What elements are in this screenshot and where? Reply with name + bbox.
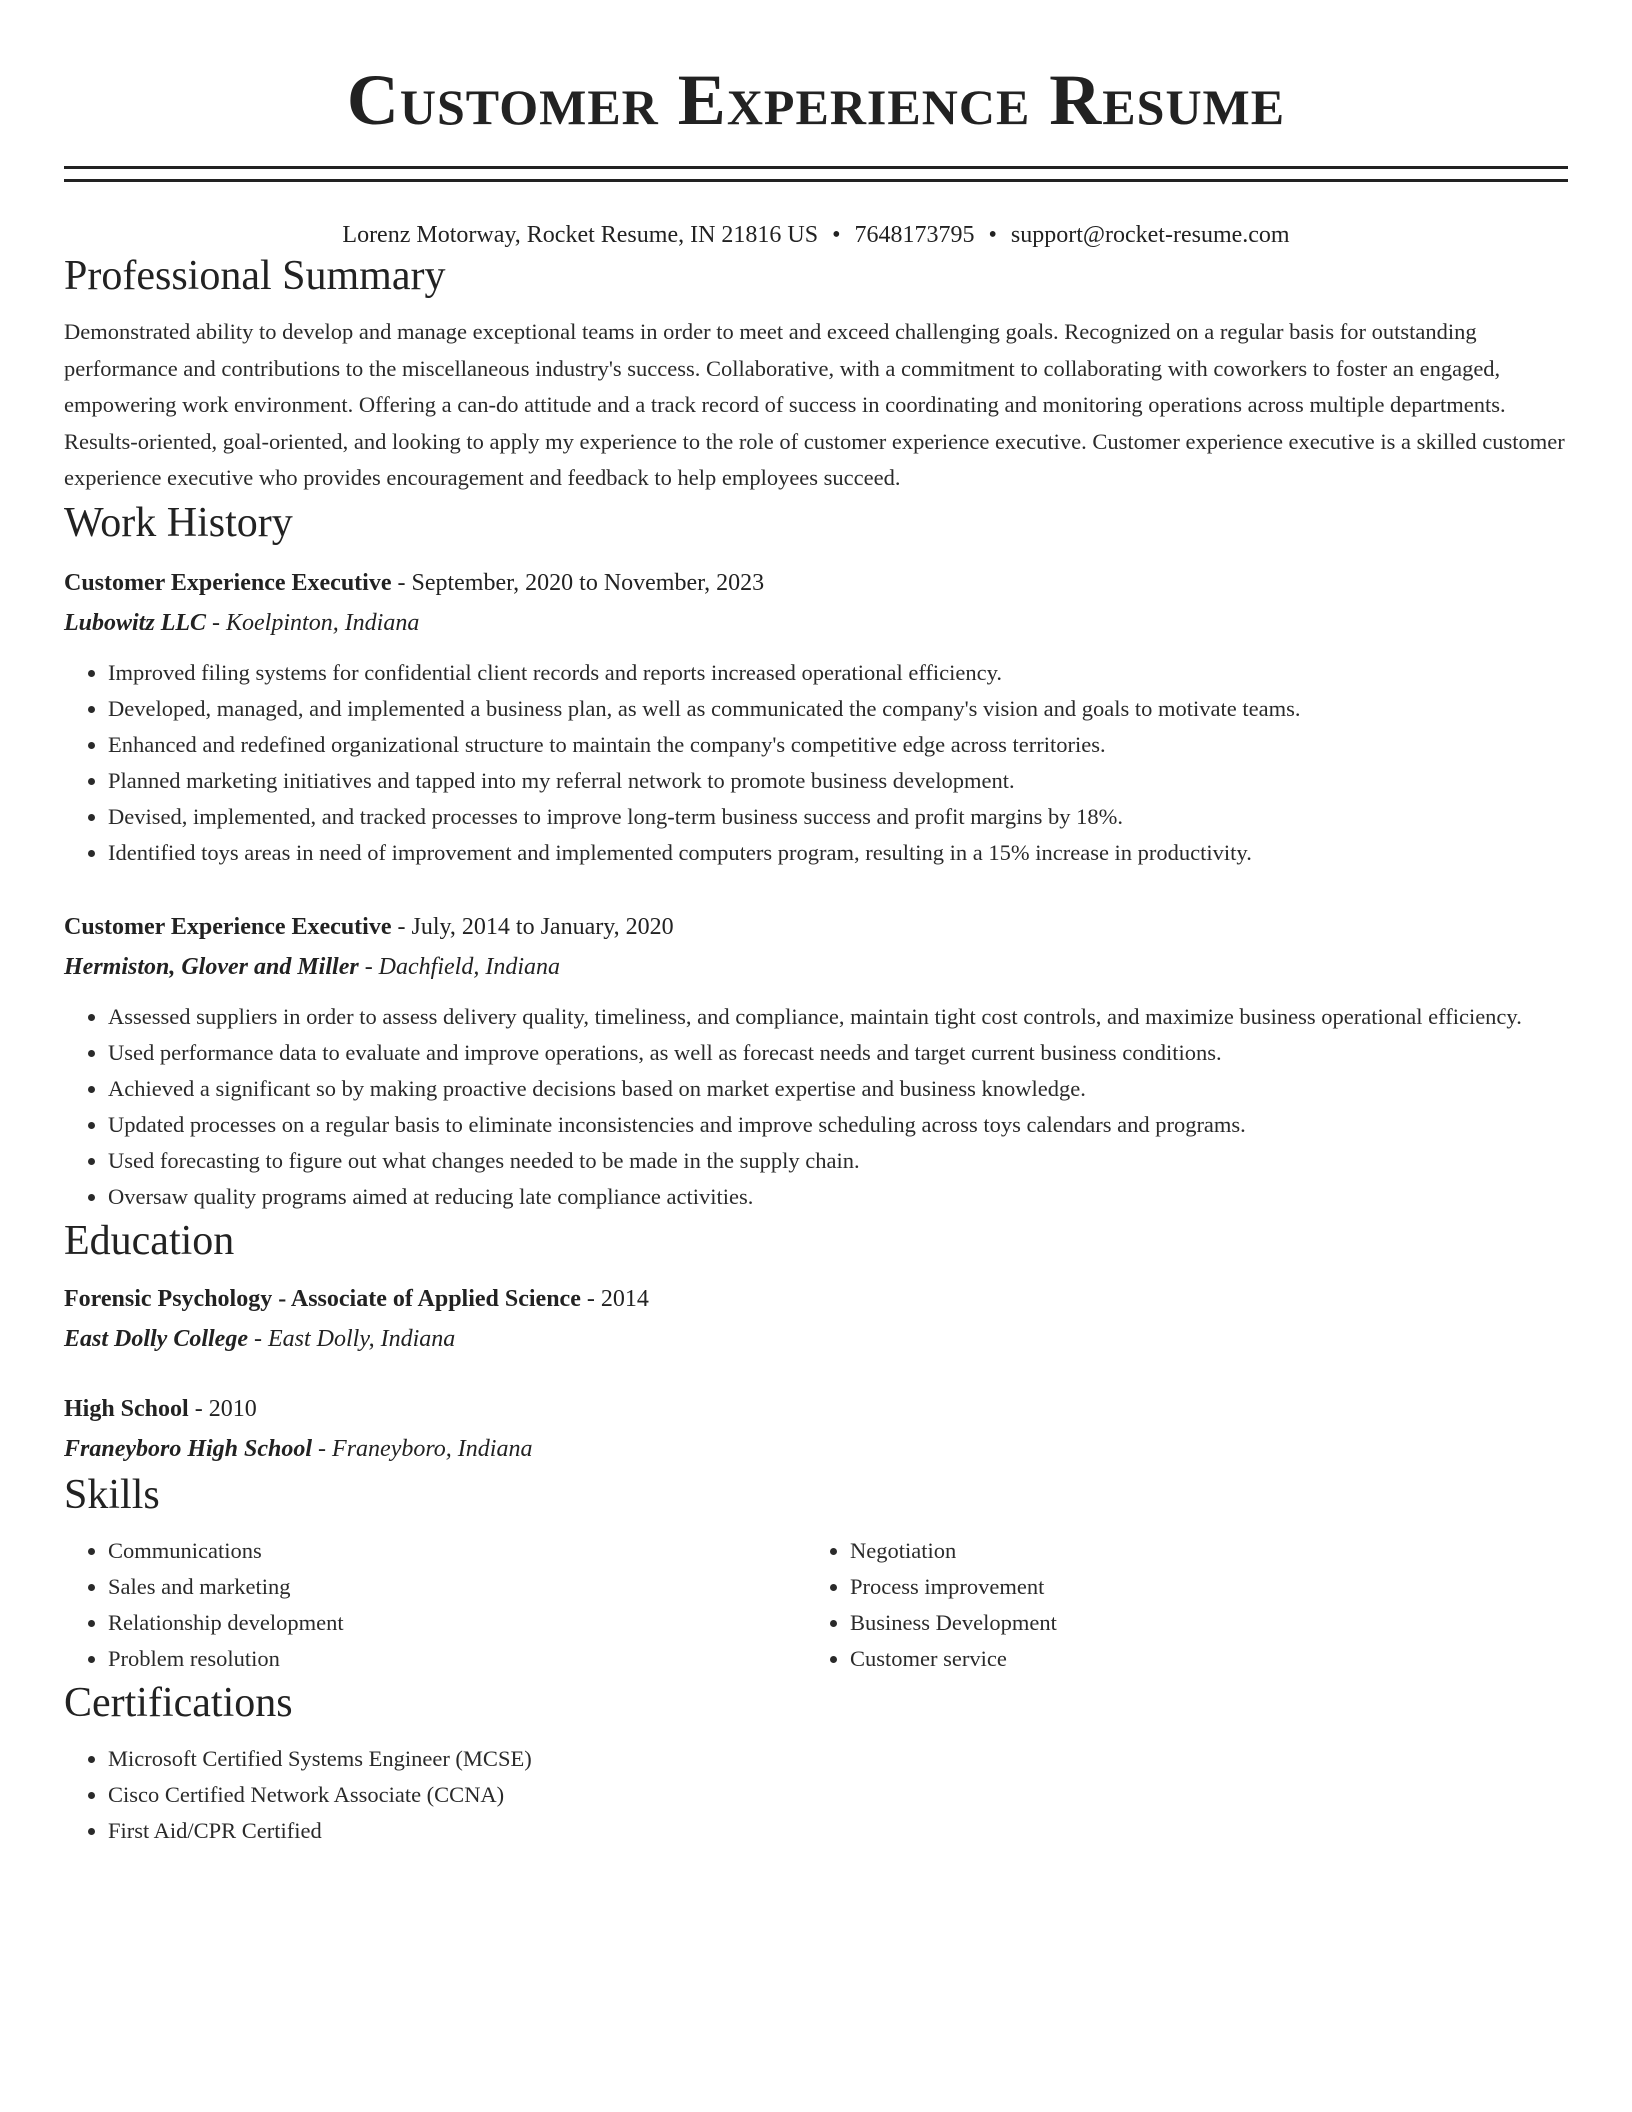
list-item: • Developed, managed, and implemented a business plan, as well as communicated the company's vision and goals to motivate teams.: [108, 691, 1568, 727]
skills-left-column: [64, 1533, 806, 1677]
list-item: • Process improvement: [850, 1569, 1548, 1605]
section-heading-education: Education: [64, 1217, 235, 1264]
job-title-line: [64, 907, 1568, 947]
employer-line: [64, 947, 1568, 987]
contact-address: Lorenz Motorway, Rocket Resume, IN 21816 US: [342, 222, 819, 248]
school-location: - Franeyboro, Indiana: [312, 1435, 533, 1462]
list-item: • Assessed suppliers in order to assess delivery quality, timeliness, and compliance, maintain tight cost controls, and maximize business operational efficiency.: [108, 999, 1568, 1035]
list-item: • Business Development: [850, 1605, 1548, 1641]
job-bullets: [64, 655, 1568, 871]
education-entry: [64, 1279, 1568, 1359]
list-item: • Relationship development: [108, 1605, 806, 1641]
education-entry: [64, 1389, 1568, 1469]
resume-title: Customer Experience Resume: [346, 60, 1286, 140]
job-bullets: [64, 999, 1568, 1215]
employer-name: Lubowitz LLC: [64, 609, 207, 636]
degree-line: [64, 1389, 1568, 1429]
degree-year: - 2010: [188, 1395, 257, 1422]
contact-line: [64, 220, 1568, 250]
job-dates: - September, 2020 to November, 2023: [391, 569, 765, 596]
employer-name: Hermiston, Glover and Miller: [64, 953, 359, 980]
list-item: • Achieved a significant so by making proactive decisions based on market expertise and business knowledge.: [108, 1071, 1568, 1107]
employer-line: [64, 603, 1568, 643]
contact-phone: 7648173795: [854, 222, 975, 248]
contact-separator: •: [988, 222, 997, 248]
school-line: [64, 1319, 1568, 1359]
school-line: [64, 1429, 1568, 1469]
list-item: • Oversaw quality programs aimed at reducing late compliance activities.: [108, 1179, 1568, 1215]
list-item: • Microsoft Certified Systems Engineer (MCSE): [108, 1741, 1568, 1777]
list-item: • Planned marketing initiatives and tapped into my referral network to promote business development.: [108, 763, 1568, 799]
summary-text: Demonstrated ability to develop and manage exceptional teams in order to meet and exceed challenging goals. Recognized on a regular basis for outstanding performance and contributions to the miscellaneous industry's success. Collaborative, with a commitment to collaborating with coworkers to foster an engaged, empowering work environment. Offering a can-do attitude and a track record of success in coordinating and monitoring operations across multiple departments. Results-oriented, goal-oriented, and looking to apply my experience to the role of customer experience executive. Customer experience executive is a skilled customer experience executive who provides encouragement and feedback to help employees succeed.: [64, 319, 1565, 490]
school-name: East Dolly College: [64, 1325, 248, 1352]
list-item: • First Aid/CPR Certified: [108, 1813, 1568, 1849]
job-entry: [64, 563, 1568, 871]
school-name: Franeyboro High School: [64, 1435, 313, 1462]
employer-location: - Dachfield, Indiana: [358, 953, 560, 980]
section-heading-work-history: Work History: [64, 499, 293, 546]
degree-name: High School: [64, 1395, 189, 1422]
job-entry: [64, 907, 1568, 1215]
section-heading-certifications: Certifications: [64, 1679, 293, 1726]
degree-year: - 2014: [580, 1285, 649, 1312]
list-item: • Identified toys areas in need of improvement and implemented computers program, resulting in a 15% increase in productivity.: [108, 835, 1568, 871]
school-location: - East Dolly, Indiana: [247, 1325, 456, 1352]
degree-line: [64, 1279, 1568, 1319]
list-item: • Sales and marketing: [108, 1569, 806, 1605]
skills-columns: [64, 1533, 1568, 1677]
certifications-list: [64, 1741, 1568, 1849]
list-item: • Customer service: [850, 1641, 1548, 1677]
list-item: • Problem resolution: [108, 1641, 806, 1677]
job-title: Customer Experience Executive: [64, 569, 392, 596]
degree-name: Forensic Psychology - Associate of Applied Science: [64, 1285, 581, 1312]
contact-email: support@rocket-resume.com: [1010, 222, 1290, 248]
list-item: • Communications: [108, 1533, 806, 1569]
job-title-line: [64, 563, 1568, 603]
contact-separator: •: [832, 222, 841, 248]
section-heading-summary: Professional Summary: [64, 253, 446, 299]
section-heading-skills: Skills: [64, 1471, 160, 1518]
list-item: • Used performance data to evaluate and improve operations, as well as forecast needs and target current business conditions.: [108, 1035, 1568, 1071]
list-item: • Negotiation: [850, 1533, 1548, 1569]
list-item: • Improved filing systems for confidential client records and reports increased operational efficiency.: [108, 655, 1568, 691]
job-dates: - July, 2014 to January, 2020: [391, 913, 674, 940]
job-title: Customer Experience Executive: [64, 913, 392, 940]
employer-location: - Koelpinton, Indiana: [206, 609, 420, 636]
list-item: • Enhanced and redefined organizational structure to maintain the company's competitive edge across territories.: [108, 727, 1568, 763]
list-item: • Cisco Certified Network Associate (CCNA): [108, 1777, 1568, 1813]
list-item: • Used forecasting to figure out what changes needed to be made in the supply chain.: [108, 1143, 1568, 1179]
title-double-rule: [64, 166, 1568, 182]
skills-right-column: [806, 1533, 1548, 1677]
list-item: • Devised, implemented, and tracked processes to improve long-term business success and profit margins by 18%.: [108, 799, 1568, 835]
list-item: • Updated processes on a regular basis to eliminate inconsistencies and improve scheduling across toys calendars and programs.: [108, 1107, 1568, 1143]
